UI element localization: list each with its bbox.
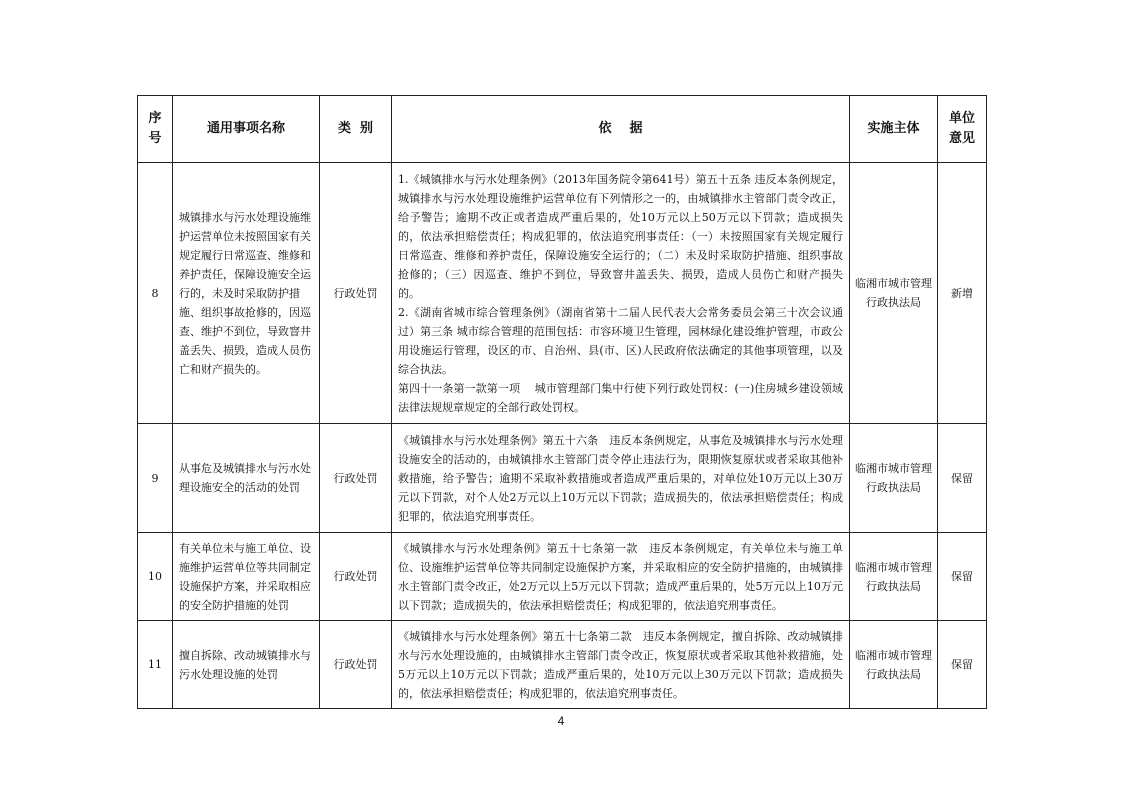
row-seq: 8 [138, 163, 173, 424]
header-opinion-line1: 单位 [948, 111, 975, 126]
row-opinion: 新增 [938, 163, 987, 424]
row-basis [392, 424, 850, 533]
row-body: 临湘市城市管理行政执法局 [850, 163, 938, 424]
row-category: 行政处罚 [320, 533, 392, 621]
table-row [138, 621, 987, 709]
header-body: 实施主体 [850, 96, 938, 163]
row-body: 临湘市城市管理行政执法局 [850, 533, 938, 621]
row-opinion: 保留 [938, 424, 987, 533]
header-opinion [938, 96, 987, 163]
header-row [138, 96, 987, 163]
row-category: 行政处罚 [320, 621, 392, 709]
row-opinion: 保留 [938, 533, 987, 621]
header-category: 类 别 [320, 96, 392, 163]
table-row [138, 163, 987, 424]
header-name: 通用事项名称 [173, 96, 320, 163]
basis-paragraph: 2.《湖南省城市综合管理条例》（湖南省第十二届人民代表大会常务委员会第三十次会议通过）第三条 城市综合管理的范围包括：市容环境卫生管理，园林绿化建设维护管理，市政公用设施运行管理，设区的市、自治州、县(市、区)人民政府依法确定的其他事项管理，以及综合执法。 [398, 305, 843, 376]
row-seq: 9 [138, 424, 173, 533]
row-basis [392, 163, 850, 424]
table-row [138, 424, 987, 533]
row-body: 临湘市城市管理行政执法局 [850, 424, 938, 533]
table-row [138, 533, 987, 621]
basis-paragraph: 《城镇排水与污水处理条例》第五十七条第一款 违反本条例规定，有关单位未与施工单位、设施维护运营单位等共同制定设施保护方案，并采取相应的安全防护措施的，由城镇排水主管部门责令改正，处2万元以上5万元以下罚款；造成严重后果的，处5万元以上10万元以下罚款；造成损失的，依法承担赔偿责任；构成犯罪的，依法追究刑事责任。 [398, 541, 843, 612]
row-name: 有关单位未与施工单位、设施维护运营单位等共同制定设施保护方案，并采取相应的安全防护措施的处罚 [173, 533, 320, 621]
row-name: 擅自拆除、改动城镇排水与污水处理设施的处罚 [173, 621, 320, 709]
row-category: 行政处罚 [320, 163, 392, 424]
header-opinion-line2: 意见 [948, 131, 975, 146]
items-table [137, 95, 987, 709]
row-seq: 10 [138, 533, 173, 621]
row-category: 行政处罚 [320, 424, 392, 533]
row-opinion: 保留 [938, 621, 987, 709]
row-basis [392, 621, 850, 709]
row-basis [392, 533, 850, 621]
basis-paragraph: 《城镇排水与污水处理条例》第五十六条 违反本条例规定，从事危及城镇排水与污水处理设施安全的活动的，由城镇排水主管部门责令停止违法行为，限期恢复原状或者采取其他补救措施，给予警告；逾期不采取补救措施或者造成严重后果的，对单位处10万元以上30万元以下罚款，对个人处2万元以上10万元以下罚款；造成损失的，依法承担赔偿责任；构成犯罪的，依法追究刑事责任。 [398, 433, 843, 523]
header-seq-line2: 号 [148, 131, 162, 146]
header-seq-line1: 序 [148, 111, 162, 126]
basis-paragraph: 1.《城镇排水与污水处理条例》（2013年国务院令第641号）第五十五条 违反本条例规定，城镇排水与污水处理设施维护运营单位有下列情形之一的，由城镇排水主管部门责令改正，给予警告；逾期不改正或者造成严重后果的，处10万元以上50万元以下罚款；造成损失的，依法承担赔偿责任；构成犯罪的，依法追究刑事责任：（一）未按照国家有关规定履行日常巡查、维修和养护责任，保障设施安全运行的；（二）未及时采取防护措施、组织事故抢修的；（三）因巡查、维护不到位，导致窨井盖丢失、损毁，造成人员伤亡和财产损失的。 [398, 172, 843, 300]
row-body: 临湘市城市管理行政执法局 [850, 621, 938, 709]
header-basis: 依 据 [392, 96, 850, 163]
page-number: 4 [557, 714, 565, 728]
row-name: 城镇排水与污水处理设施维护运营单位未按照国家有关规定履行日常巡查、维修和养护责任，保障设施安全运行的，未及时采取防护措施、组织事故抢修的，因巡查、维护不到位，导致窨井盖丢失、损毁，造成人员伤亡和财产损失的。 [173, 163, 320, 424]
header-seq [138, 96, 173, 163]
row-seq: 11 [138, 621, 173, 709]
basis-paragraph: 第四十一条第一款第一项 城市管理部门集中行使下列行政处罚权：(一)住房城乡建设领域法律法规规章规定的全部行政处罚权。 [398, 381, 843, 414]
row-name: 从事危及城镇排水与污水处理设施安全的活动的处罚 [173, 424, 320, 533]
basis-paragraph: 《城镇排水与污水处理条例》第五十七条第二款 违反本条例规定，擅自拆除、改动城镇排水与污水处理设施的，由城镇排水主管部门责令改正，恢复原状或者采取其他补救措施，处5万元以上10万元以下罚款；造成严重后果的，处10万元以上30万元以下罚款；造成损失的，依法承担赔偿责任；构成犯罪的，依法追究刑事责任。 [398, 629, 843, 700]
